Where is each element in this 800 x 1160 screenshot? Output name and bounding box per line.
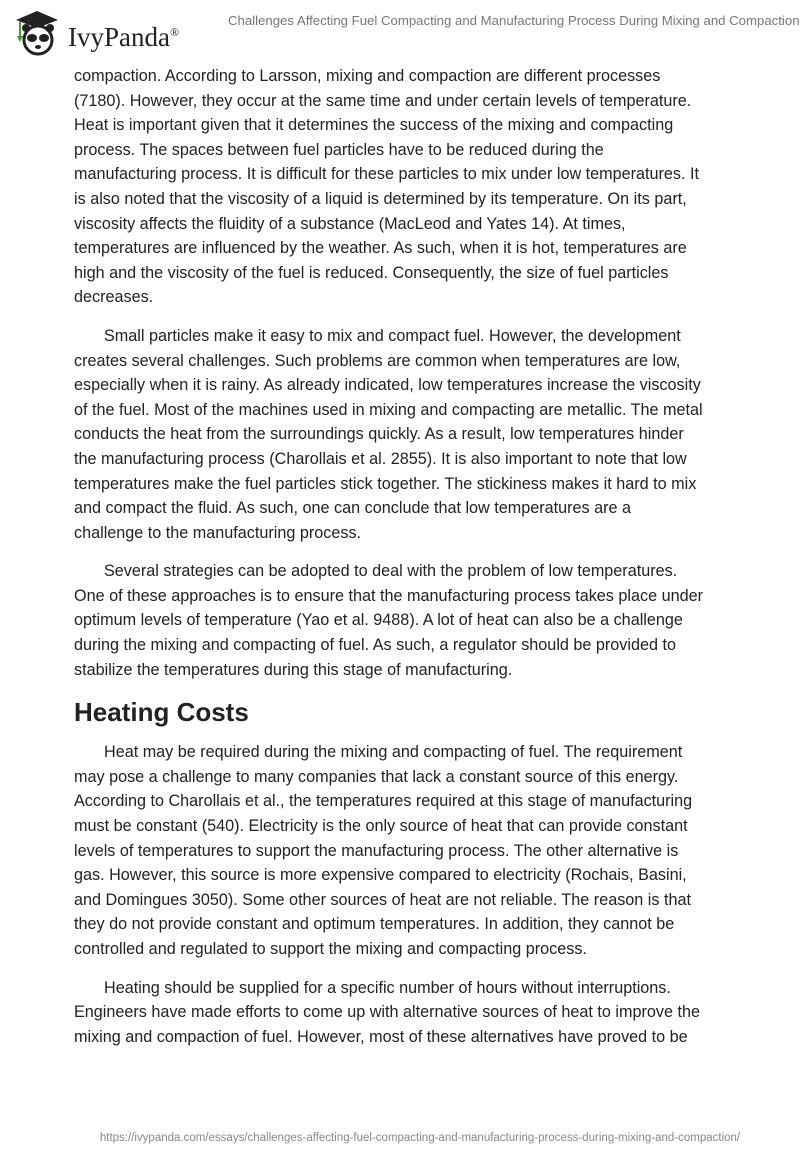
text-line: the manufacturing process (Charollais et al. 2855). It is also important to note that low — [74, 449, 687, 468]
text-line: and Domingues 3050). Some other sources of heat are not reliable. The reason is that — [74, 890, 691, 909]
text-line: gas. However, this source is more expensive compared to electricity (Rochais, Basini, — [74, 866, 687, 885]
text-line: According to Charollais et al., the temperatures required at this stage of manufacturing — [74, 792, 693, 811]
paragraph — [74, 324, 754, 545]
text-line: (7180). However, they occur at the same time and under certain levels of temperature. — [74, 91, 692, 110]
text-line: levels of temperatures to support the manufacturing process. The other alternative is — [74, 841, 679, 860]
section-heading: Heating Costs — [74, 697, 249, 728]
essay-body — [74, 64, 754, 1063]
text-line: viscosity affects the fluidity of a substance (MacLeod and Yates 14). At times, — [74, 214, 626, 233]
text-line: challenge to the manufacturing process. — [74, 523, 362, 542]
text-line: they do not provide constant and optimum temperatures. In addition, they cannot be — [74, 915, 675, 934]
text-line: Heating should be supplied for a specific number of hours without interruptions. — [104, 978, 671, 997]
panda-graduate-icon — [12, 8, 62, 58]
text-line: especially when it is rainy. As already indicated, low temperatures increase the viscosity — [74, 376, 701, 395]
text-line: Heat is important given that it determines the success of the mixing and compacting — [74, 116, 674, 135]
brand-name: IvyPanda® — [68, 21, 180, 52]
paragraph — [74, 64, 754, 310]
text-line: must be constant (540). Electricity is the only source of heat that can provide constant — [74, 817, 688, 836]
text-line: is also noted that the viscosity of a liquid is determined by its temperature. On its part, — [74, 189, 687, 208]
text-line: and compact the fluid. As such, one can conclude that low temperatures are a — [74, 499, 631, 518]
ivypanda-logo[interactable] — [12, 8, 179, 58]
paragraph — [74, 976, 754, 1050]
text-line: high and the viscosity of the fuel is reduced. Consequently, the size of fuel particles — [74, 263, 669, 282]
text-line: manufacturing process. It is difficult for these particles to mix under low temperatures. It — [74, 165, 699, 184]
text-line: optimum levels of temperature (Yao et al. 9488). A lot of heat can also be a challenge — [74, 611, 683, 630]
text-line: creates several challenges. Such problems are common when temperatures are low, — [74, 351, 681, 370]
text-line: conducts the heat from the surroundings quickly. As a result, low temperatures hinder — [74, 425, 684, 444]
text-line: stabilize the temperatures during this stage of manufacturing. — [74, 660, 513, 679]
text-line: temperatures make the fuel particles stick together. The stickiness makes it hard to mix — [74, 474, 697, 493]
text-line: decreases. — [74, 288, 154, 307]
text-line: during the mixing and compacting of fuel. As such, a regulator should be provided to — [74, 636, 677, 655]
paragraph — [74, 740, 754, 961]
text-line: mixing and compaction of fuel. However, most of these alternatives have proved to be — [74, 1027, 688, 1046]
text-line: Heat may be required during the mixing and compacting of fuel. The requirement — [104, 743, 683, 762]
text-line: temperatures are influenced by the weather. As such, when it is hot, temperatures are — [74, 239, 687, 258]
text-line: of the fuel. Most of the machines used in mixing and compacting are metallic. The metal — [74, 400, 703, 419]
text-line: may pose a challenge to many companies that lack a constant source of this energy. — [74, 767, 679, 786]
text-line: Several strategies can be adopted to deal with the problem of low temperatures. — [104, 562, 678, 581]
document-title: Challenges Affecting Fuel Compacting and Manufacturing Process During Mixing and Compaction — [228, 13, 800, 28]
text-line: process. The spaces between fuel particles have to be reduced during the — [74, 140, 604, 159]
paragraph — [74, 559, 754, 682]
text-line: controlled and regulated to support the mixing and compacting process. — [74, 940, 587, 958]
text-line: Engineers have made efforts to come up with alternative sources of heat to improve the — [74, 1003, 700, 1022]
text-line: One of these approaches is to ensure that the manufacturing process takes place under — [74, 586, 703, 605]
source-url[interactable]: https://ivypanda.com/essays/challenges-affecting-fuel-compacting-and-manufacturing-process-during-mixing-and-compaction/ — [99, 1132, 741, 1144]
text-line: compaction. According to Larsson, mixing and compaction are different processes — [74, 67, 661, 85]
text-line: Small particles make it easy to mix and compact fuel. However, the development — [104, 326, 681, 345]
